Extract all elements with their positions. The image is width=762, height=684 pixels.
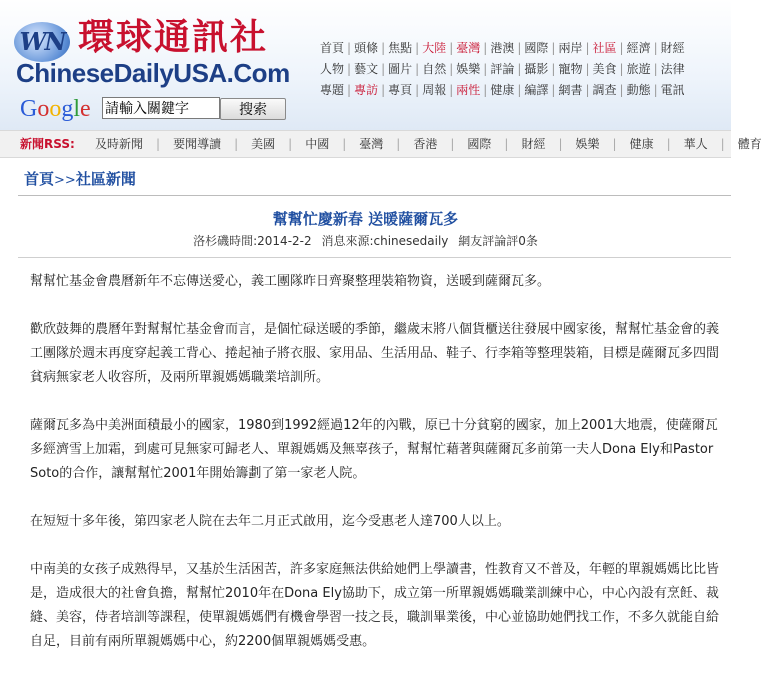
nav-link[interactable]: 調查 xyxy=(592,83,617,97)
nav-link[interactable]: 焦點 xyxy=(388,41,413,55)
nav-separator: | xyxy=(483,62,488,76)
nav-link[interactable]: 網書 xyxy=(558,83,583,97)
nav-link[interactable]: 周報 xyxy=(422,83,447,97)
nav-link[interactable]: 港澳 xyxy=(490,41,515,55)
nav-separator: | xyxy=(449,62,454,76)
nav-link[interactable]: 編譯 xyxy=(524,83,549,97)
nav-separator: | xyxy=(517,62,522,76)
google-logo: Google xyxy=(20,96,91,122)
nav-link[interactable]: 兩岸 xyxy=(558,41,583,55)
logo-chinese-title[interactable]: 環球通訊社 xyxy=(78,16,269,58)
rss-label: 新聞RSS: xyxy=(20,137,75,151)
breadcrumb-divider xyxy=(18,195,731,196)
site-header xyxy=(0,0,731,130)
rss-link[interactable]: 娛樂 xyxy=(575,137,600,151)
time-label: 洛杉磯時間: xyxy=(193,234,258,248)
nav-row xyxy=(320,38,731,59)
rss-link[interactable]: 臺灣 xyxy=(359,137,384,151)
nav-link[interactable]: 大陸 xyxy=(422,41,447,55)
rss-separator: | xyxy=(342,137,347,151)
nav-link[interactable]: 寵物 xyxy=(558,62,583,76)
rss-separator: | xyxy=(396,137,401,151)
rss-link[interactable]: 及時新聞 xyxy=(95,137,144,151)
nav-separator: | xyxy=(517,41,522,55)
rss-link[interactable]: 中國 xyxy=(305,137,330,151)
search-button[interactable]: 搜索 xyxy=(220,98,286,120)
nav-separator: | xyxy=(449,41,454,55)
nav-link[interactable]: 兩性 xyxy=(456,83,481,97)
nav-link[interactable]: 動態 xyxy=(626,83,651,97)
breadcrumb-arrow: >> xyxy=(54,173,76,188)
nav-link[interactable]: 專訪 xyxy=(354,83,379,97)
nav-link[interactable]: 財經 xyxy=(660,41,685,55)
rss-link[interactable]: 香港 xyxy=(413,137,438,151)
nav-separator: | xyxy=(653,83,658,97)
breadcrumb-home[interactable]: 首頁 xyxy=(24,170,55,188)
nav-link[interactable]: 自然 xyxy=(422,62,447,76)
rss-separator: | xyxy=(720,137,725,151)
nav-separator: | xyxy=(381,62,386,76)
nav-separator: | xyxy=(449,83,454,97)
rss-separator: | xyxy=(234,137,239,151)
article-paragraph: 歡欣鼓舞的農曆年對幫幫忙基金會而言，是個忙碌送暖的季節，繼歲末將八個貨櫃送往發展中國家後，幫幫忙基金會的義工團隊於週末再度穿起義工背心、捲起袖子將衣服、家用品、生活用品、鞋子、行李箱等整理裝箱，目標是薩爾瓦多四間貧病無家老人收容所，及兩所單親媽媽職業培訓所。 xyxy=(30,322,720,385)
nav-separator: | xyxy=(415,41,420,55)
nav-link[interactable]: 娛樂 xyxy=(456,62,481,76)
nav-separator: | xyxy=(551,62,556,76)
comments-count[interactable]: 網友評論評0条 xyxy=(458,234,538,248)
article-paragraph: 在短短十多年後，第四家老人院在去年二月正式啟用，迄今受惠老人達700人以上。 xyxy=(30,514,510,529)
article-paragraph: 幫幫忙基金會農曆新年不忘傳送愛心，義工團隊昨日齊聚整理裝箱物資，送暖到薩爾瓦多。 xyxy=(30,274,551,289)
nav-link[interactable]: 攝影 xyxy=(524,62,549,76)
rss-bar xyxy=(0,130,762,158)
nav-separator: | xyxy=(585,62,590,76)
nav-separator: | xyxy=(619,62,624,76)
nav-separator: | xyxy=(415,83,420,97)
rss-link[interactable]: 財經 xyxy=(521,137,546,151)
article-body xyxy=(30,270,720,678)
rss-separator: | xyxy=(558,137,563,151)
nav-separator: | xyxy=(619,83,624,97)
nav-separator: | xyxy=(517,83,522,97)
nav-link[interactable]: 評論 xyxy=(490,62,515,76)
nav-separator: | xyxy=(347,62,352,76)
meta-divider xyxy=(18,257,731,258)
nav-separator: | xyxy=(585,41,590,55)
nav-link[interactable]: 美食 xyxy=(592,62,617,76)
rss-link[interactable]: 要聞導讀 xyxy=(173,137,222,151)
rss-items xyxy=(95,131,762,157)
nav-link[interactable]: 經濟 xyxy=(626,41,651,55)
nav-link[interactable]: 藝文 xyxy=(354,62,379,76)
article-paragraph: 薩爾瓦多為中美洲面積最小的國家，1980到1992經過12年的內戰，原已十分貧窮的國家，加上2001大地震，使薩爾瓦多經濟雪上加霜，到處可見無家可歸老人、單親媽媽及無辜孩子，幫幫忙藉著與薩爾瓦多前第一夫人Dona Ely和Pastor Soto的合作，讓幫幫忙2001年開始籌劃了第一家老人院。 xyxy=(30,418,718,481)
nav-link[interactable]: 人物 xyxy=(320,62,345,76)
rss-separator: | xyxy=(666,137,671,151)
nav-row xyxy=(320,59,731,80)
logo-english-title[interactable]: ChineseDailyUSA.Com xyxy=(16,58,290,88)
nav-separator: | xyxy=(415,62,420,76)
logo-badge[interactable]: WN xyxy=(14,22,70,62)
rss-separator: | xyxy=(288,137,293,151)
nav-separator: | xyxy=(585,83,590,97)
nav-link[interactable]: 電訊 xyxy=(660,83,685,97)
nav-separator: | xyxy=(551,83,556,97)
nav-separator: | xyxy=(653,62,658,76)
nav-separator: | xyxy=(347,41,352,55)
nav-link[interactable]: 臺灣 xyxy=(456,41,481,55)
time-value: 2014-2-2 xyxy=(257,234,312,248)
nav-separator: | xyxy=(381,83,386,97)
nav-link[interactable]: 社區 xyxy=(592,41,617,55)
search-input[interactable] xyxy=(102,97,220,119)
breadcrumb-section[interactable]: 社區新聞 xyxy=(75,170,136,188)
nav-link[interactable]: 專題 xyxy=(320,83,345,97)
nav-separator: | xyxy=(483,83,488,97)
breadcrumb xyxy=(24,168,136,189)
article-paragraph: 中南美的女孩子成熟得早，又基於生活困苦，許多家庭無法供給她們上學讀書，性教育又不普及，年輕的單親媽媽比比皆是，造成很大的社會負擔，幫幫忙2010年在Dona Ely協助下，成立第一所單親媽媽職業訓練中心，中心內設有烹飪、裁縫、美容，侍者培訓等課程，使單親媽媽們有機會學習一技之長，職訓畢業後，中心並協助她們找工作，不多久就能自給自足，目前有兩所單親媽媽中心，約2200個單親媽媽受惠。 xyxy=(30,562,720,649)
nav-separator: | xyxy=(483,41,488,55)
article-title: 幫幫忙慶新春 送暖薩爾瓦多 xyxy=(272,210,459,228)
source-value: chinesedaily xyxy=(373,234,449,248)
nav-separator: | xyxy=(381,41,386,55)
nav-link[interactable]: 健康 xyxy=(490,83,515,97)
article-meta xyxy=(0,232,731,249)
source-label: 消息來源: xyxy=(321,234,374,248)
nav-row xyxy=(320,80,731,101)
rss-link[interactable]: 體育 xyxy=(737,137,762,151)
nav-link[interactable]: 頭條 xyxy=(354,41,379,55)
rss-link[interactable]: 國際 xyxy=(467,137,492,151)
nav-link[interactable]: 專頁 xyxy=(388,83,413,97)
rss-link[interactable]: 健康 xyxy=(629,137,654,151)
rss-separator: | xyxy=(504,137,509,151)
top-navigation xyxy=(320,38,731,101)
nav-separator: | xyxy=(653,41,658,55)
rss-link[interactable]: 華人 xyxy=(683,137,708,151)
rss-separator: | xyxy=(612,137,617,151)
nav-separator: | xyxy=(551,41,556,55)
rss-separator: | xyxy=(450,137,455,151)
nav-link[interactable]: 法律 xyxy=(660,62,685,76)
nav-separator: | xyxy=(619,41,624,55)
nav-link[interactable]: 首頁 xyxy=(320,41,345,55)
rss-link[interactable]: 美國 xyxy=(251,137,276,151)
nav-separator: | xyxy=(347,83,352,97)
nav-link[interactable]: 旅遊 xyxy=(626,62,651,76)
rss-separator: | xyxy=(156,137,161,151)
nav-link[interactable]: 圖片 xyxy=(388,62,413,76)
nav-link[interactable]: 國際 xyxy=(524,41,549,55)
